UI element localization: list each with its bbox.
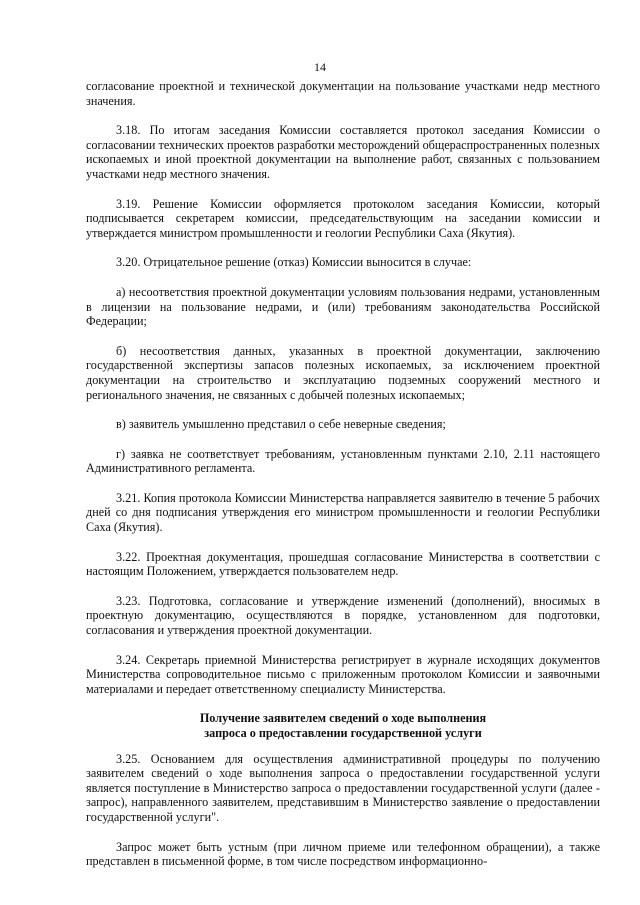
paragraph-3-22: 3.22. Проектная документация, прошедшая согласование Министерства в соответствии с настоящим Положением, утверждается пользователем недр. (86, 549, 600, 579)
paragraph-3-23: 3.23. Подготовка, согласование и утверждение изменений (дополнений), вносимых в проектную документацию, осуществляются в порядке, установленном для подготовки, согласования и утверждения проектной документации. (86, 593, 600, 638)
paragraph-3-21: 3.21. Копия протокола Комиссии Министерства направляется заявителю в течение 5 рабочих дней со дня подписания утверждения его министром промышленности и геологии Республики Саха (Якутия). (86, 490, 600, 535)
paragraph-3-25: 3.25. Основанием для осуществления административной процедуры по получению заявителем сведений о ходе выполнения запроса о предоставлении государственной услуги является поступление в Министерство запроса о предоставлении государственной услуги (далее - запрос), направленного заявителем, представившим в Министерство заявление о предоставлении государственной услуги". (86, 751, 600, 824)
page-number: 14 (314, 60, 326, 74)
paragraph-continuation: согласование проектной и технической документации на пользование участками недр местного значения. (86, 79, 600, 108)
document-body (86, 79, 600, 884)
paragraph-3-20-v: в) заявитель умышленно представил о себе неверные сведения; (116, 417, 446, 432)
paragraph-3-20: 3.20. Отрицательное решение (отказ) Комиссии выносится в случае: (116, 255, 472, 270)
section-heading-line-1: Получение заявителем сведений о ходе выполнения (199, 711, 487, 726)
paragraph-3-19: 3.19. Решение Комиссии оформляется протоколом заседания Комиссии, который подписывается секретарем комиссии, председательствующим на заседании комиссии и утверждается министром промышленности и геологии Республики Саха (Якутия). (86, 196, 600, 240)
paragraph-3-24: 3.24. Секретарь приемной Министерства регистрирует в журнале исходящих документов Министерства сопроводительное письмо с приложенным протоколом Комиссии и заявочными материалами и передает ответственному специалисту Министерства. (86, 652, 600, 696)
section-heading-line-2: запроса о предоставлении государственной услуги (204, 726, 482, 740)
paragraph-3-20-a: а) несоответствия проектной документации условиям пользования недрами, установленным в лицензии на пользование недрами, и (или) требованиям законодательства Российской Федерации; (86, 284, 600, 329)
section-heading (86, 711, 600, 740)
paragraph-3-20-b: б) несоответствия данных, указанных в проектной документации, заключению государственной экспертизы запасов полезных ископаемых, за исключением проектной документации на строительство и эксплуатацию подземных сооружений местного и регионального значения, не связанных с добычей полезных ископаемых; (86, 343, 600, 402)
paragraph-3-18: 3.18. По итогам заседания Комиссии составляется протокол заседания Комиссии о согласовании технических проектов разработки месторождений общераспространенных полезных ископаемых и иной проектной документации на выполнение работ, связанных с пользованием участками недр местного значения. (86, 123, 600, 181)
paragraph-request-forms: Запрос может быть устным (при личном приеме или телефонном обращении), а также представлен в письменной форме, в том числе посредством информационно- (86, 839, 600, 869)
paragraph-3-20-g: г) заявка не соответствует требованиям, установленным пунктами 2.10, 2.11 настоящего Административного регламента. (86, 446, 600, 476)
